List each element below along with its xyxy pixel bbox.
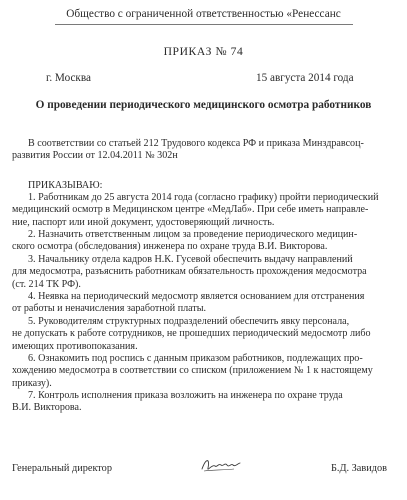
- order-item-5: [12, 316, 387, 353]
- item-line: 4. Неявка на периодический медосмотр является основанием для отстранения: [28, 291, 365, 302]
- order-title: ПРИКАЗ № 74: [163, 45, 244, 58]
- item-line: 5. Руководителям структурных подразделений обеспечить явку персонала,: [28, 316, 350, 327]
- item-line: от работы и неначисления заработной платы.: [12, 303, 207, 315]
- item-line: В.И. Викторова.: [12, 402, 82, 414]
- item-line: 1. Работникам до 25 августа 2014 года (согласно графику) пройти периодический: [28, 192, 379, 203]
- item-line: (ст. 214 ТК РФ).: [12, 278, 81, 290]
- item-line: 3. Начальнику отдела кадров Н.К. Гусевой обеспечить выдачу направлений: [28, 254, 353, 265]
- order-word-text: ПРИКАЗЫВАЮ:: [28, 180, 103, 191]
- order-subject: О проведении периодического медицинского осмотра работников: [35, 99, 372, 111]
- preamble-line: В соответствии со статьей 212 Трудового кодекса РФ и приказа Минздравсоц-: [28, 138, 364, 149]
- signatory-name: Б.Д. Завидов: [330, 463, 387, 474]
- order-item-1: [12, 192, 387, 229]
- preamble-line: развития России от 12.04.2011 № 302н: [12, 150, 178, 162]
- order-date: 15 августа 2014 года: [256, 72, 354, 84]
- signatory-position: Генеральный директор: [12, 463, 112, 474]
- order-item-3: [12, 254, 387, 291]
- order-item-4: [12, 291, 387, 316]
- order-item-2: [12, 229, 387, 254]
- item-line: хождению медосмотра в соответствии со списком (приложением № 1 к настоящему: [12, 365, 373, 377]
- item-line: имеющих противопоказания.: [12, 340, 138, 352]
- item-line: приказу).: [12, 377, 52, 389]
- organization-name: Общество с ограниченной ответственностью «Ренессанс: [66, 8, 341, 20]
- item-line: 2. Назначить ответственным лицом за проведение периодического медицин-: [28, 229, 358, 240]
- item-line: ского осмотра (обследования) инженера по охране труда В.И. Викторова.: [12, 241, 328, 253]
- order-item-7: [12, 390, 387, 415]
- order-item-6: [12, 353, 387, 390]
- item-line: медицинский осмотр в Медицинском центре «МедЛаб». При себе иметь направле-: [12, 204, 369, 216]
- item-line: 7. Контроль исполнения приказа возложить на инженера по охране труда: [28, 390, 343, 401]
- signature-row: [12, 463, 387, 477]
- header-divider: [55, 24, 353, 25]
- preamble: [12, 138, 387, 163]
- order-word: [12, 180, 387, 192]
- item-line: ние, паспорт или иной документ, удостоверяющий личность.: [12, 216, 275, 228]
- order-city: г. Москва: [46, 72, 91, 84]
- item-line: для медосмотра, разъяснить работникам обязательность прохождения медосмотра: [12, 266, 367, 278]
- item-line: 6. Ознакомить под роспись с данным приказом работников, подлежащих про-: [28, 353, 363, 364]
- item-line: не допускать к работе сотрудников, не прошедших периодический медосмотр либо: [12, 328, 371, 340]
